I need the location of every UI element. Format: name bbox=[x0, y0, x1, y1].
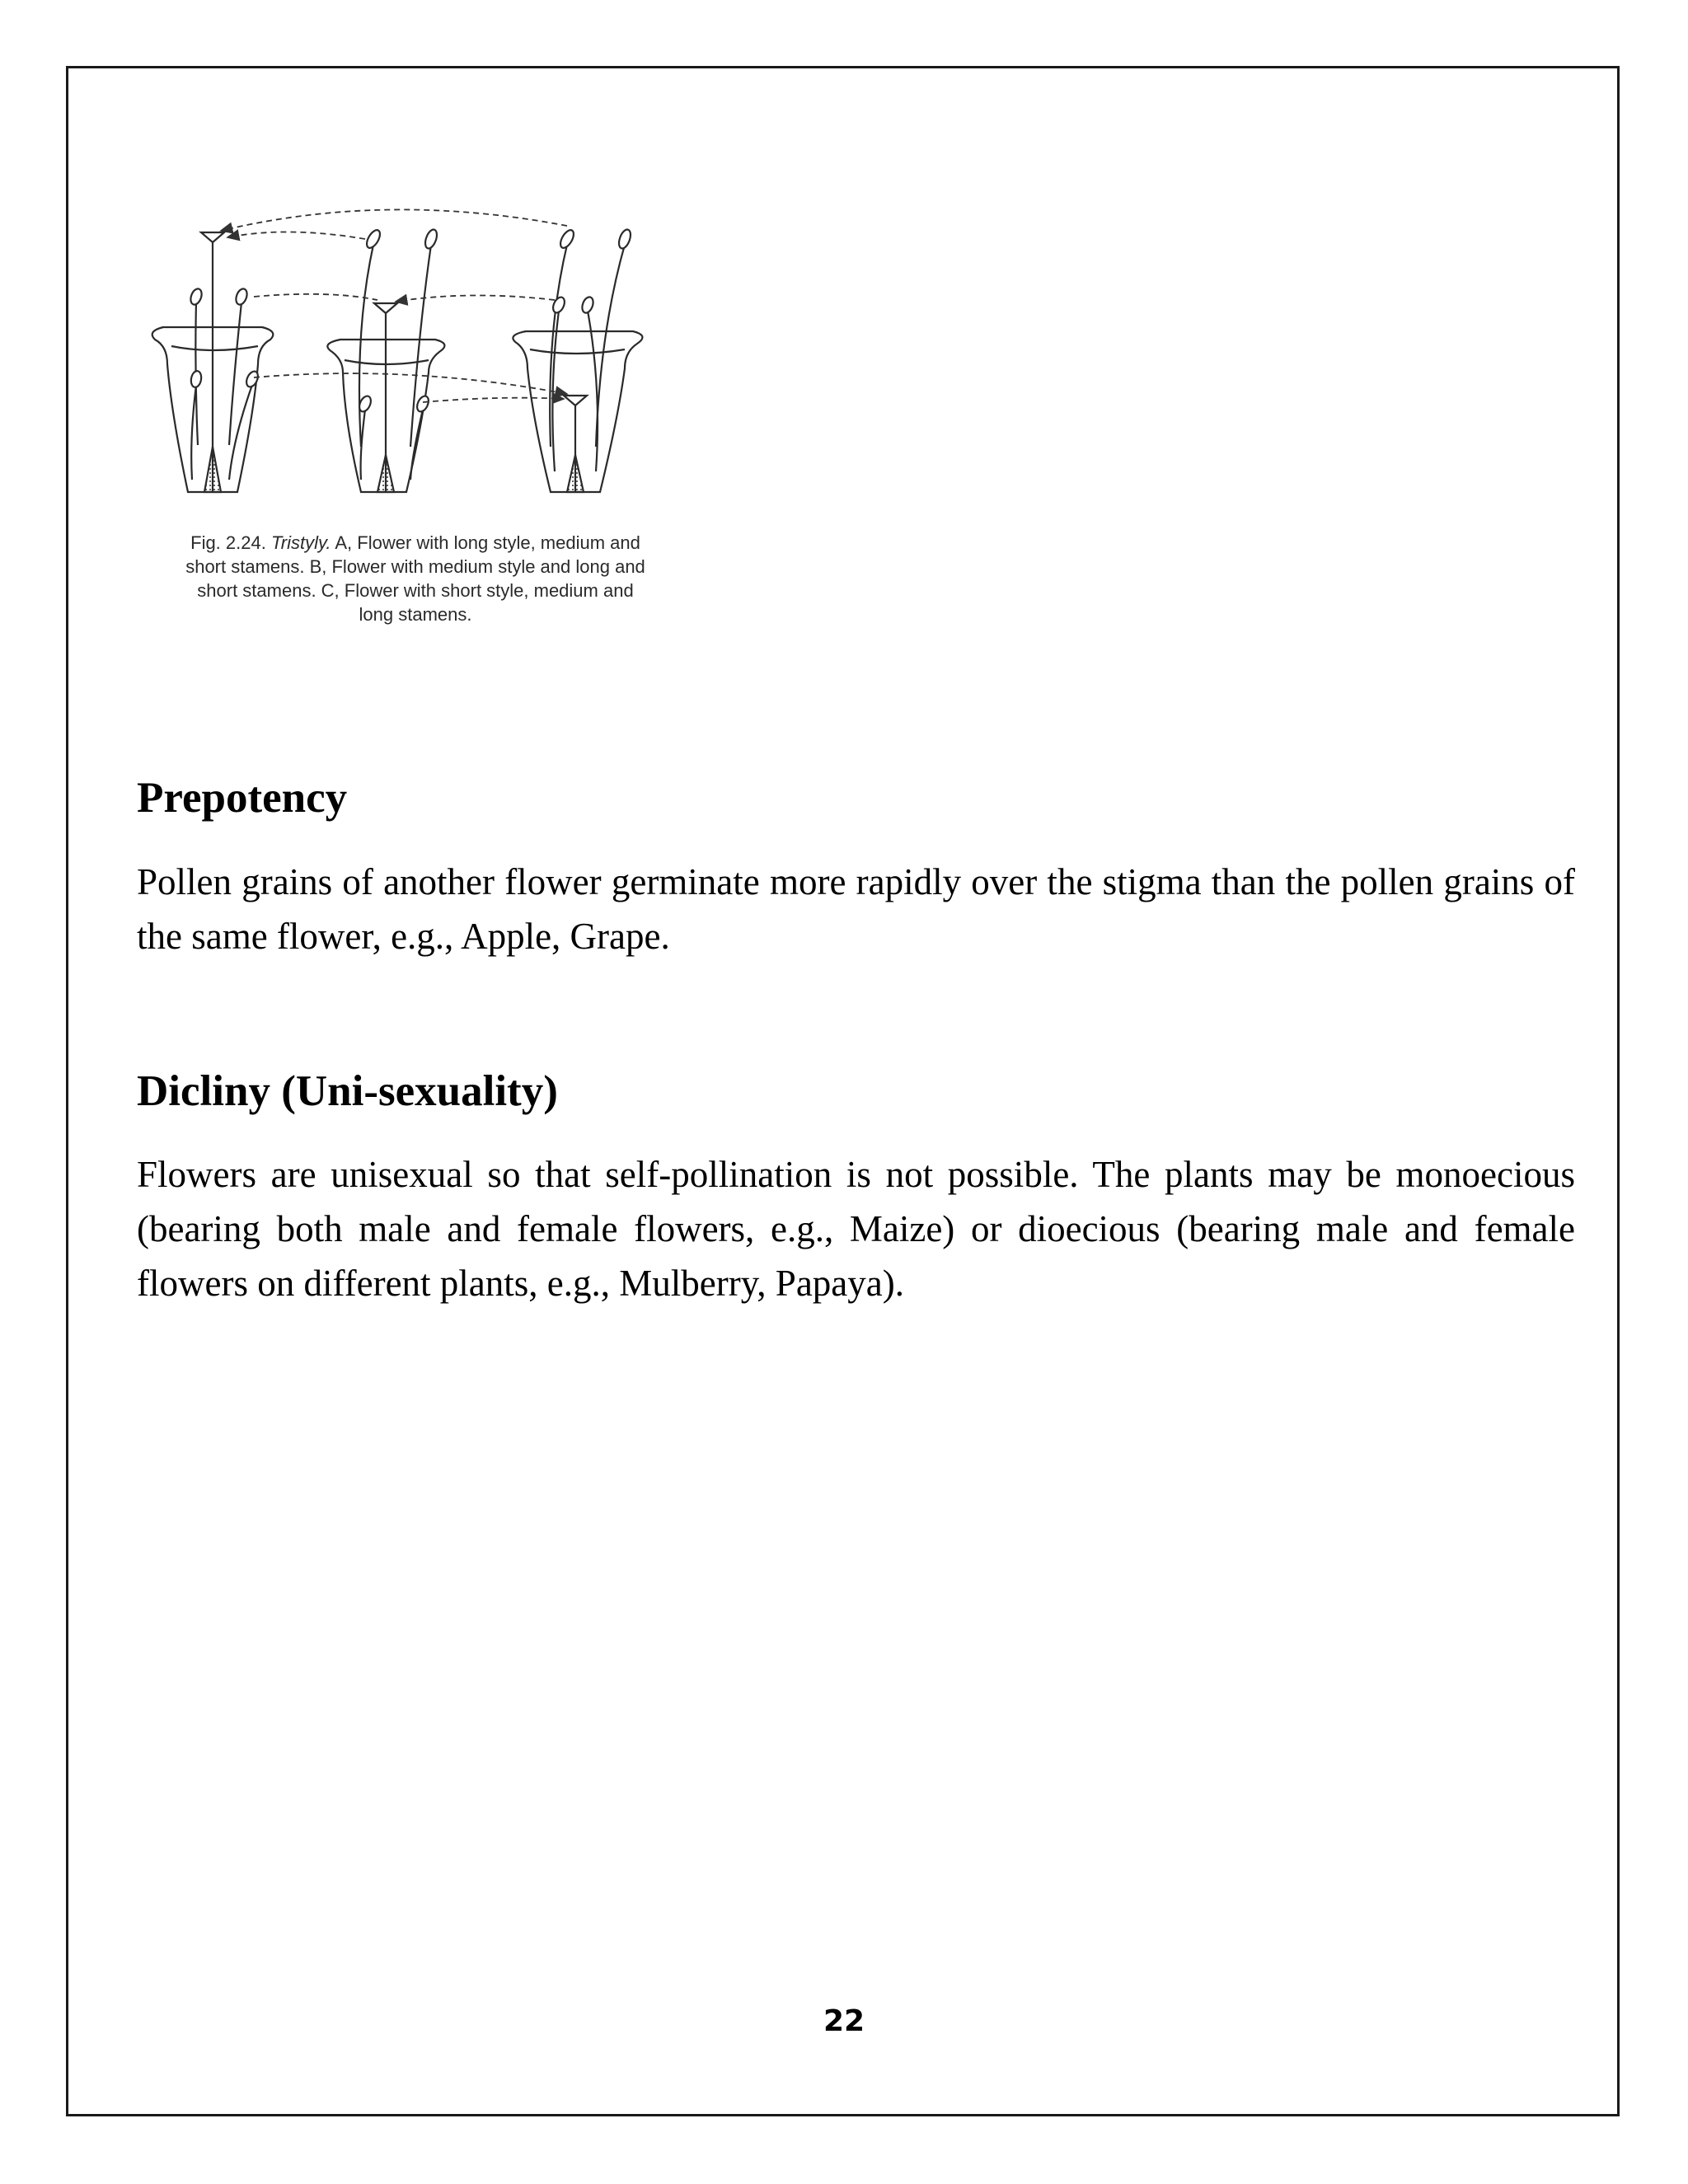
page-number: 22 bbox=[823, 2004, 865, 2038]
section-body-dicliny: Flowers are unisexual so that self-pollination is not possible. The plants may be monoecious (bearing both male and female flowers, e.g., Maize) or dioecious (bearing male and female flowers on different plants, e.g., Mulberry, Papaya). bbox=[137, 1154, 1575, 1304]
tristyly-figure bbox=[138, 208, 666, 669]
section-body-prepotency: Pollen grains of another flower germinate more rapidly over the stigma than the pollen grains of the same flower, e.g., Apple, Grape. bbox=[137, 861, 1575, 957]
figure-caption-text: A, Flower with long style, medium and short stamens. B, Flower with medium style and long and short stamens. C, Flower with short style, medium and long stamens. bbox=[185, 532, 645, 625]
figure-caption bbox=[185, 531, 646, 626]
tristyly-illustration bbox=[138, 208, 666, 537]
figure-caption-term: Tristyly. bbox=[270, 532, 331, 553]
figure-caption-label: Fig. 2.24. bbox=[190, 532, 266, 553]
section-heading-prepotency: Prepotency bbox=[137, 774, 348, 822]
section-heading-dicliny: Dicliny (Uni-sexuality) bbox=[137, 1067, 558, 1115]
